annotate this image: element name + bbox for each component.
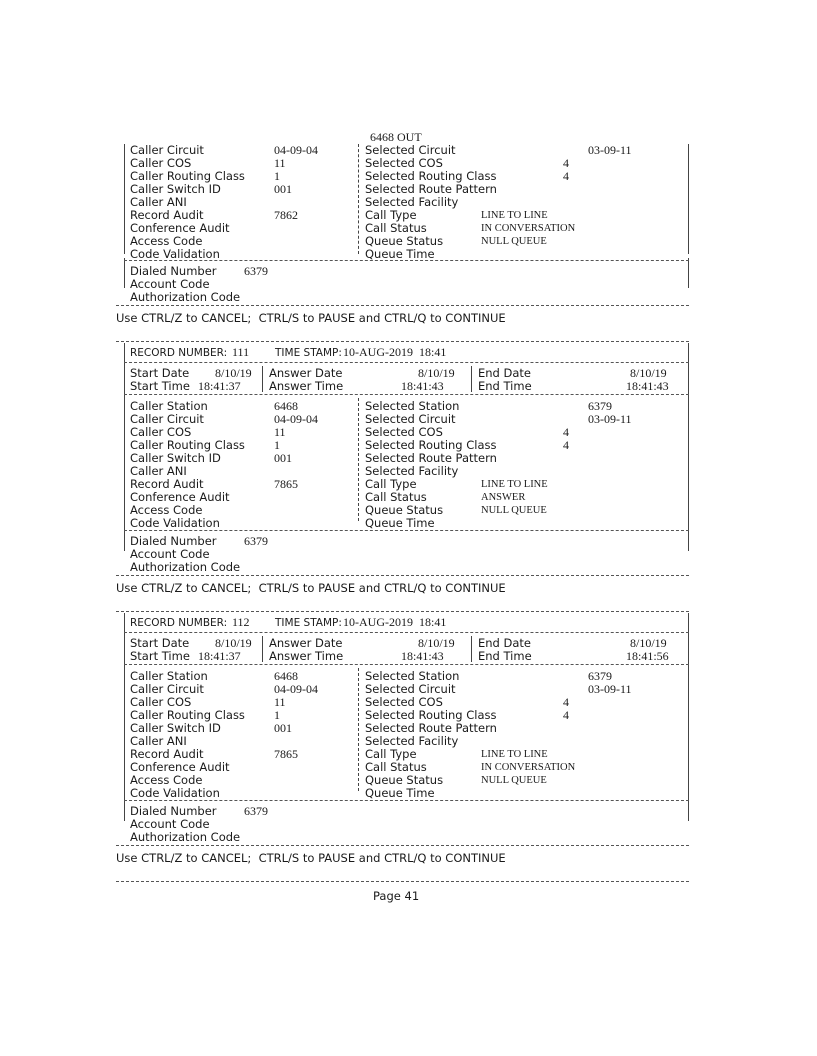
- account-code-label: Account Code: [130, 277, 210, 291]
- time-stamp-label: TIME STAMP:: [275, 347, 342, 359]
- caller-circuit-value: 04-09-04: [274, 682, 318, 696]
- start-time-label: Start Time: [130, 649, 190, 663]
- queue-status-label: Queue Status: [365, 234, 444, 248]
- dialed-number-value: 6379: [244, 264, 268, 278]
- call-type-value: LINE TO LINE: [481, 210, 548, 221]
- end-date-value: 8/10/19: [630, 366, 667, 380]
- queue-status-label: Queue Status: [365, 503, 444, 517]
- divider: [124, 362, 689, 363]
- time-stamp-label: TIME STAMP:: [275, 617, 342, 629]
- page-footer-divider: [116, 881, 689, 882]
- account-code-label: Account Code: [130, 817, 210, 831]
- answer-date-value: 8/10/19: [418, 636, 455, 650]
- access-code-label: Access Code: [130, 503, 203, 517]
- record-number-value: 112: [232, 615, 250, 629]
- record-audit-value: 7862: [274, 208, 298, 222]
- right-border: [688, 144, 689, 254]
- selected-routing-class-label: Selected Routing Class: [365, 708, 497, 722]
- selected-route-pattern-label: Selected Route Pattern: [365, 451, 497, 465]
- start-date-value: 8/10/19: [215, 636, 252, 650]
- caller-station-label: Caller Station: [130, 669, 208, 683]
- selected-station-label: Selected Station: [365, 399, 460, 413]
- column-divider: [358, 398, 359, 521]
- selected-routing-class-value: 4: [563, 438, 569, 452]
- end-date-label: End Date: [478, 366, 531, 380]
- code-validation-label: Code Validation: [130, 516, 220, 530]
- dialed-number-label: Dialed Number: [130, 534, 217, 548]
- call-status-label: Call Status: [365, 221, 427, 235]
- selected-facility-label: Selected Facility: [365, 464, 459, 478]
- record-audit-value: 7865: [274, 747, 298, 761]
- end-date-value: 8/10/19: [630, 636, 667, 650]
- call-type-label: Call Type: [365, 747, 417, 761]
- caller-cos-value: 11: [274, 425, 286, 439]
- left-border: [124, 343, 125, 551]
- start-date-value: 8/10/19: [215, 366, 252, 380]
- time-stamp-value: 10-AUG-2019 18:41: [343, 615, 447, 629]
- selected-routing-class-label: Selected Routing Class: [365, 169, 497, 183]
- caller-station-value: 6468: [274, 399, 298, 413]
- selected-route-pattern-label: Selected Route Pattern: [365, 721, 497, 735]
- answer-time-value: 18:41:43: [401, 649, 444, 663]
- divider: [124, 260, 689, 261]
- end-time-value: 18:41:56: [626, 649, 669, 663]
- record-audit-value: 7865: [274, 477, 298, 491]
- caller-circuit-value: 04-09-04: [274, 412, 318, 426]
- call-status-label: Call Status: [365, 760, 427, 774]
- record-number-value: 111: [232, 345, 250, 359]
- selected-cos-value: 4: [563, 425, 569, 439]
- conference-audit-label: Conference Audit: [130, 221, 230, 235]
- queue-time-label: Queue Time: [365, 247, 435, 261]
- caller-routing-class-value: 1: [274, 438, 280, 452]
- end-time-label: End Time: [478, 379, 532, 393]
- selected-cos-value: 4: [563, 695, 569, 709]
- caller-switch-id-label: Caller Switch ID: [130, 721, 221, 735]
- selected-routing-class-value: 4: [563, 169, 569, 183]
- selected-station-value: 6379: [588, 399, 612, 413]
- call-status-value: IN CONVERSATION: [481, 762, 576, 773]
- column-divider: [358, 144, 359, 254]
- dialed-number-label: Dialed Number: [130, 804, 217, 818]
- caller-routing-class-label: Caller Routing Class: [130, 708, 245, 722]
- conference-audit-label: Conference Audit: [130, 490, 230, 504]
- page-number: Page 41: [373, 889, 420, 903]
- code-validation-label: Code Validation: [130, 786, 220, 800]
- caller-switch-id-value: 001: [274, 451, 292, 465]
- call-type-label: Call Type: [365, 477, 417, 491]
- conference-audit-label: Conference Audit: [130, 760, 230, 774]
- access-code-label: Access Code: [130, 773, 203, 787]
- caller-routing-class-value: 1: [274, 169, 280, 183]
- left-border: [124, 613, 125, 821]
- authorization-code-label: Authorization Code: [130, 560, 241, 574]
- right-border-footer: [688, 258, 689, 288]
- call-status-label: Call Status: [365, 490, 427, 504]
- caller-switch-id-value: 001: [274, 182, 292, 196]
- selected-circuit-value: 03-09-11: [588, 682, 632, 696]
- cancel-note: Use CTRL/Z to CANCEL; CTRL/S to PAUSE and CTRL/Q to CONTINUE: [116, 851, 506, 865]
- call-status-value: ANSWER: [481, 492, 526, 503]
- selected-facility-label: Selected Facility: [365, 734, 459, 748]
- caller-routing-class-label: Caller Routing Class: [130, 438, 245, 452]
- column-divider: [358, 668, 359, 791]
- caller-ani-label: Caller ANI: [130, 734, 187, 748]
- caller-switch-id-value: 001: [274, 721, 292, 735]
- dialed-number-value: 6379: [244, 534, 268, 548]
- divider: [124, 394, 689, 395]
- divider: [116, 845, 689, 846]
- record-number-label: RECORD NUMBER:: [130, 617, 228, 629]
- selected-station-label: Selected Station: [365, 669, 460, 683]
- selected-station-value: 6379: [588, 669, 612, 683]
- end-time-value: 18:41:43: [626, 379, 669, 393]
- divider: [124, 530, 689, 531]
- divider: [116, 611, 689, 612]
- answer-time-value: 18:41:43: [401, 379, 444, 393]
- authorization-code-label: Authorization Code: [130, 830, 241, 844]
- selected-cos-value: 4: [563, 156, 569, 170]
- start-date-label: Start Date: [130, 636, 190, 650]
- selected-routing-class-label: Selected Routing Class: [365, 438, 497, 452]
- caller-cos-value: 11: [274, 695, 286, 709]
- call-type-label: Call Type: [365, 208, 417, 222]
- right-border: [688, 343, 689, 551]
- answer-date-label: Answer Date: [269, 636, 343, 650]
- queue-status-value: NULL QUEUE: [481, 236, 547, 247]
- column-divider: [471, 366, 472, 392]
- selected-circuit-label: Selected Circuit: [365, 143, 456, 157]
- caller-cos-label: Caller COS: [130, 425, 192, 439]
- divider: [124, 664, 689, 665]
- caller-circuit-label: Caller Circuit: [130, 412, 204, 426]
- dialed-number-label: Dialed Number: [130, 264, 217, 278]
- record-audit-label: Record Audit: [130, 747, 204, 761]
- divider: [124, 632, 689, 633]
- selected-cos-label: Selected COS: [365, 425, 443, 439]
- answer-time-label: Answer Time: [269, 649, 344, 663]
- caller-switch-id-label: Caller Switch ID: [130, 451, 221, 465]
- column-divider: [262, 366, 263, 392]
- selected-circuit-value: 03-09-11: [588, 412, 632, 426]
- record-audit-label: Record Audit: [130, 477, 204, 491]
- start-date-label: Start Date: [130, 366, 190, 380]
- access-code-label: Access Code: [130, 234, 203, 248]
- selected-circuit-label: Selected Circuit: [365, 412, 456, 426]
- caller-circuit-value: 04-09-04: [274, 143, 318, 157]
- queue-status-value: NULL QUEUE: [481, 775, 547, 786]
- start-time-value: 18:41:37: [198, 649, 241, 663]
- caller-circuit-label: Caller Circuit: [130, 143, 204, 157]
- start-time-label: Start Time: [130, 379, 190, 393]
- start-time-value: 18:41:37: [198, 379, 241, 393]
- selected-circuit-label: Selected Circuit: [365, 682, 456, 696]
- end-time-label: End Time: [478, 649, 532, 663]
- queue-time-label: Queue Time: [365, 516, 435, 530]
- caller-cos-value: 11: [274, 156, 286, 170]
- call-type-value: LINE TO LINE: [481, 749, 548, 760]
- queue-status-label: Queue Status: [365, 773, 444, 787]
- time-stamp-value: 10-AUG-2019 18:41: [343, 345, 447, 359]
- answer-date-label: Answer Date: [269, 366, 343, 380]
- right-border: [688, 613, 689, 821]
- selected-station-line: 6468 OUT: [370, 130, 422, 144]
- caller-routing-class-label: Caller Routing Class: [130, 169, 245, 183]
- code-validation-label: Code Validation: [130, 247, 220, 261]
- column-divider: [262, 636, 263, 662]
- call-status-value: IN CONVERSATION: [481, 223, 576, 234]
- caller-cos-label: Caller COS: [130, 695, 192, 709]
- selected-facility-label: Selected Facility: [365, 195, 459, 209]
- record-audit-label: Record Audit: [130, 208, 204, 222]
- left-border: [124, 144, 125, 254]
- queue-time-label: Queue Time: [365, 786, 435, 800]
- selected-routing-class-value: 4: [563, 708, 569, 722]
- selected-route-pattern-label: Selected Route Pattern: [365, 182, 497, 196]
- answer-time-label: Answer Time: [269, 379, 344, 393]
- left-border-footer: [124, 258, 125, 288]
- caller-ani-label: Caller ANI: [130, 195, 187, 209]
- selected-cos-label: Selected COS: [365, 695, 443, 709]
- caller-station-value: 6468: [274, 669, 298, 683]
- caller-station-label: Caller Station: [130, 399, 208, 413]
- queue-status-value: NULL QUEUE: [481, 505, 547, 516]
- cancel-note: Use CTRL/Z to CANCEL; CTRL/S to PAUSE and CTRL/Q to CONTINUE: [116, 581, 506, 595]
- caller-circuit-label: Caller Circuit: [130, 682, 204, 696]
- cancel-note: Use CTRL/Z to CANCEL; CTRL/S to PAUSE and CTRL/Q to CONTINUE: [116, 311, 506, 325]
- account-code-label: Account Code: [130, 547, 210, 561]
- caller-switch-id-label: Caller Switch ID: [130, 182, 221, 196]
- selected-cos-label: Selected COS: [365, 156, 443, 170]
- answer-date-value: 8/10/19: [418, 366, 455, 380]
- caller-cos-label: Caller COS: [130, 156, 192, 170]
- column-divider: [471, 636, 472, 662]
- divider: [124, 800, 689, 801]
- call-type-value: LINE TO LINE: [481, 479, 548, 490]
- caller-ani-label: Caller ANI: [130, 464, 187, 478]
- divider: [116, 305, 689, 306]
- end-date-label: End Date: [478, 636, 531, 650]
- divider: [116, 341, 689, 342]
- dialed-number-value: 6379: [244, 804, 268, 818]
- selected-circuit-value: 03-09-11: [588, 143, 632, 157]
- authorization-code-label: Authorization Code: [130, 290, 241, 304]
- caller-routing-class-value: 1: [274, 708, 280, 722]
- record-number-label: RECORD NUMBER:: [130, 347, 228, 359]
- divider: [116, 575, 689, 576]
